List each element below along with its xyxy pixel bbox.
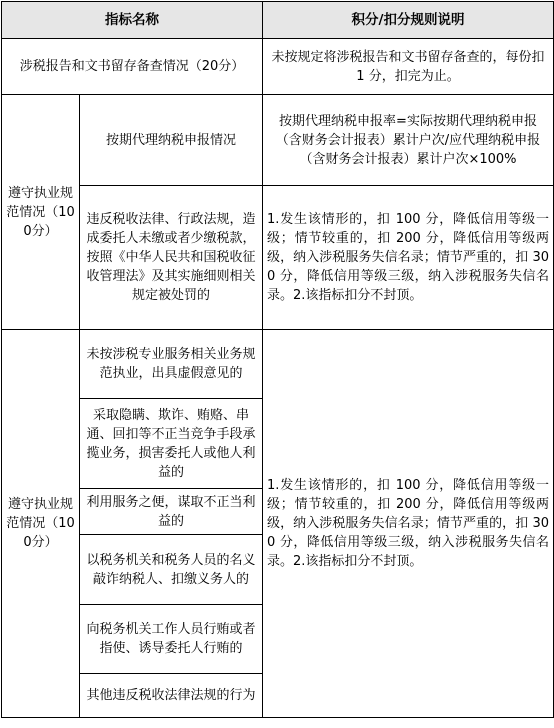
table-row — [2, 39, 554, 95]
indicator-cell: 其他违反税收法律法规的行为 — [80, 674, 263, 718]
table-row — [2, 186, 554, 330]
table-header-row — [2, 2, 554, 39]
credit-rules-table — [1, 1, 554, 718]
rule-cell: 未按规定将涉税报告和文书留存备查的，每份扣 1 分，扣完为止。 — [263, 39, 554, 95]
table-row — [2, 330, 554, 399]
section-title: 遵守执业规范情况（100分） — [2, 330, 80, 718]
indicator-cell: 涉税报告和文书留存备查情况（20分） — [2, 39, 263, 95]
rule-cell: 1.发生该情形的，扣 100 分，降低信用等级一级；情节较重的，扣 200 分，降低信用等级两级，纳入涉税服务失信名录；情节严重的，扣 300 分，降低信用等级三级，纳入涉税服务失信名录。2.该指标扣分不封顶。 — [263, 186, 554, 330]
header-rule-description: 积分/扣分规则说明 — [263, 2, 554, 39]
indicator-cell: 未按涉税专业服务相关业务规范执业，出具虚假意见的 — [80, 330, 263, 399]
indicator-cell: 以税务机关和税务人员的名义敲诈纳税人、扣缴义务人的 — [80, 535, 263, 605]
indicator-cell: 向税务机关工作人员行贿或者指使、诱导委托人行贿的 — [80, 605, 263, 674]
indicator-cell: 按期代理纳税申报情况 — [80, 95, 263, 186]
header-indicator-name: 指标名称 — [2, 2, 263, 39]
rule-cell: 1.发生该情形的，扣 100 分，降低信用等级一级；情节较重的，扣 200 分，降低信用等级两级，纳入涉税服务失信名录；情节严重的，扣 300 分，降低信用等级三级，纳入涉税服务失信名录。2.该指标扣分不封顶。 — [263, 330, 554, 718]
indicator-cell: 违反税收法律、行政法规，造成委托人未缴或者少缴税款，按照《中华人民共和国税收征收管理法》及其实施细则相关规定被处罚的 — [80, 186, 263, 330]
indicator-cell: 采取隐瞒、欺诈、贿赂、串通、回扣等不正当竞争手段承揽业务，损害委托人或他人利益的 — [80, 399, 263, 489]
rule-cell: 按期代理纳税申报率=实际按期代理纳税申报（含财务会计报表）累计户次/应代理纳税申报（含财务会计报表）累计户次×100% — [263, 95, 554, 186]
indicator-cell: 利用服务之便，谋取不正当利益的 — [80, 489, 263, 535]
section-title: 遵守执业规范情况（100分） — [2, 95, 80, 330]
table-row — [2, 95, 554, 186]
